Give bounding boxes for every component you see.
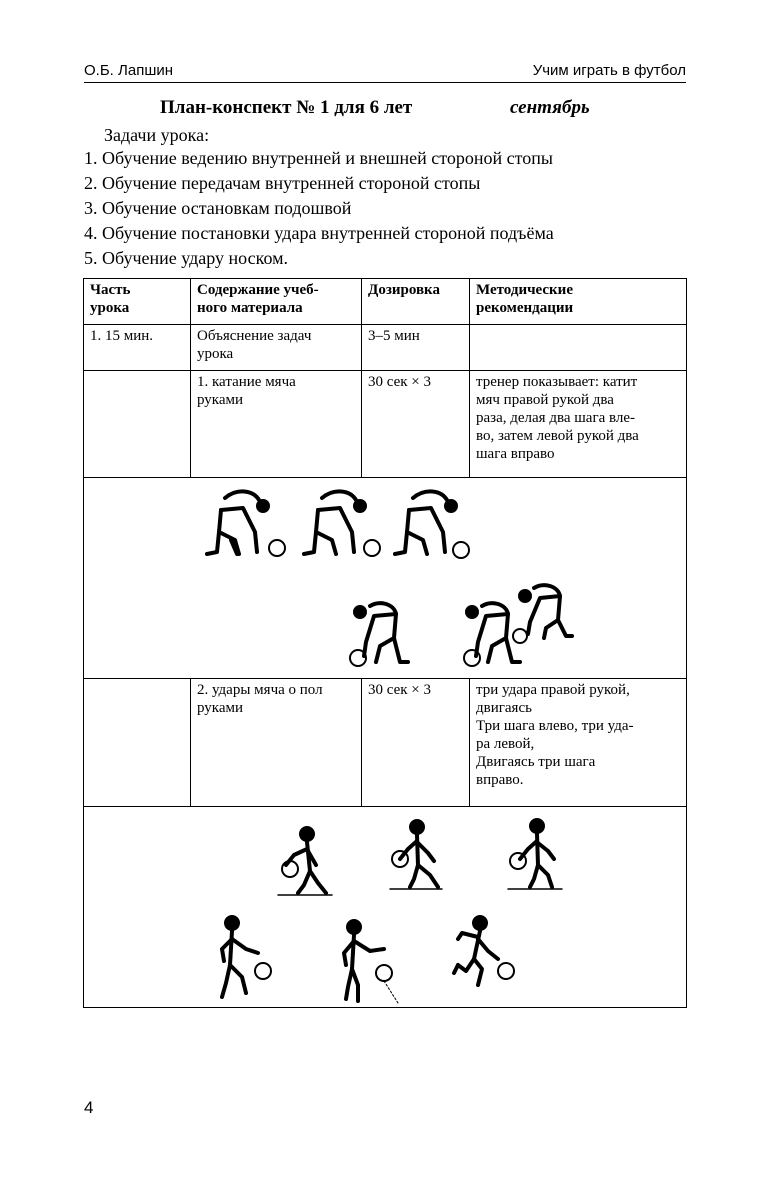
cell-part: 1. 15 мин.: [84, 325, 191, 371]
page-number: 4: [84, 1098, 94, 1117]
task-item: 5. Обучение удару носком.: [84, 248, 288, 268]
table-row: [84, 325, 687, 371]
lesson-month: сентябрь: [510, 97, 590, 118]
header-book-title: Учим играть в футбол: [532, 62, 686, 79]
illustration-ball-rolling: [84, 478, 687, 679]
col-header-dosage: Дозировка: [362, 279, 470, 325]
task-item: 4. Обучение постановки удара внутренней стороной подъёма: [84, 223, 554, 243]
stick-figure-bouncing-ball: [278, 826, 332, 895]
running-header: [84, 62, 686, 82]
col-header-part: Часть урока: [84, 279, 191, 325]
cell-dosage: 30 сек × 3: [362, 371, 470, 478]
task-item: 2. Обучение передачам внутренней стороной стопы: [84, 173, 481, 193]
table-header-row: [84, 279, 687, 325]
stick-figure-rolling-ball: [350, 603, 408, 666]
lesson-plan-table: [83, 278, 687, 1008]
col-header-method: Методические рекомендации: [470, 279, 687, 325]
ball-rolling-figures: [90, 480, 691, 678]
cell-dosage: 30 сек × 3: [362, 679, 470, 807]
col-header-content: Содержание учеб- ного материала: [191, 279, 362, 325]
illustration-row: [84, 807, 687, 1008]
illustration-row: [84, 478, 687, 679]
cell-part: [84, 371, 191, 478]
stick-figure-rolling-ball: [395, 491, 469, 558]
stick-figure-bouncing-ball: [390, 819, 442, 889]
task-item: 3. Обучение остановкам подошвой: [84, 198, 352, 218]
stick-figure-rolling-ball: [207, 491, 285, 556]
cell-method: тренер показывает: катит мяч правой рукой два раза, делая два шага вле- во, затем левой рукой два шага вправо: [470, 371, 687, 478]
cell-content: 1. катание мяча руками: [191, 371, 362, 478]
stick-figure-bouncing-ball: [344, 919, 398, 1003]
tasks-list: [84, 150, 554, 275]
table-row: [84, 371, 687, 478]
table-row: [84, 679, 687, 807]
stick-figure-rolling-ball: [513, 585, 572, 643]
ball-bouncing-figures: [90, 809, 691, 1007]
header-divider: [84, 82, 686, 83]
task-item: 1. Обучение ведению внутренней и внешней стороной стопы: [84, 148, 553, 168]
cell-part: [84, 679, 191, 807]
cell-content: 2. удары мяча о пол руками: [191, 679, 362, 807]
stick-figure-rolling-ball: [464, 603, 520, 666]
stick-figure-rolling-ball: [304, 491, 380, 556]
cell-content: Объяснение задач урока: [191, 325, 362, 371]
stick-figure-bouncing-ball: [222, 915, 271, 997]
lesson-title: План-конспект № 1 для 6 лет: [160, 97, 413, 118]
stick-figure-bouncing-ball: [508, 818, 562, 889]
header-author: О.Б. Лапшин: [84, 62, 174, 79]
stick-figure-bouncing-ball: [454, 915, 514, 985]
tasks-heading: Задачи урока:: [104, 125, 210, 145]
cell-dosage: 3–5 мин: [362, 325, 470, 371]
cell-method: три удара правой рукой, двигаясь Три шага влево, три уда- ра левой, Двигаясь три шага вправо.: [470, 679, 687, 807]
cell-method: [470, 325, 687, 371]
illustration-ball-bouncing: [84, 807, 687, 1008]
